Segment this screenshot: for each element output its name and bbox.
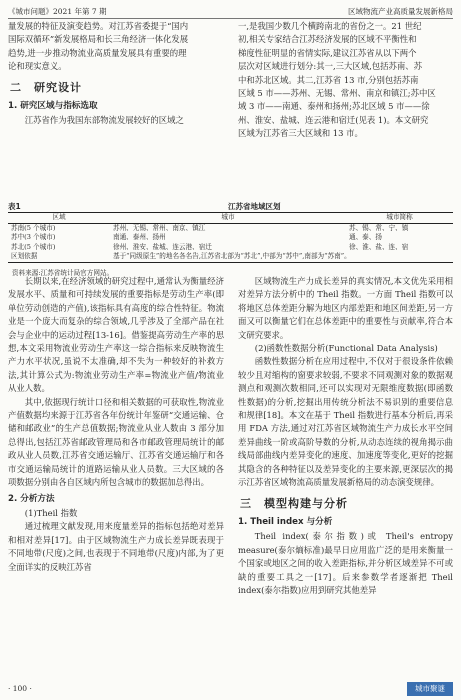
- table-cell: 区划依据: [8, 252, 110, 262]
- table-source-note: 资料来源:江苏省统计局官方网站。: [12, 268, 114, 277]
- column-header: 城市: [110, 213, 346, 224]
- section-heading: 三 模型构建与分析: [240, 496, 348, 510]
- table-title: 江苏省地域区划: [228, 202, 281, 211]
- table-number: 表1: [8, 202, 21, 211]
- table-cell: 苏中(3 个城市): [11, 233, 56, 241]
- text-line: 中和苏北区域。其二,江苏省 13 市,分别包括苏南: [238, 74, 419, 85]
- table-header-row: [8, 213, 453, 224]
- text-line: 量发展的特征及演变趋势。对江苏省委提于“国内: [8, 21, 189, 31]
- paragraph: 长期以来,在经济领域的研究过程中,通常认为衡量经济发展水平、质量和可持续发展的重要指标是劳动生产率(即单位劳动创造的产值),该指标具有高度的综合性特征。物流业是一个庞大而复杂的综合领域,几乎涉及了全部产品在社会与企业中的运动过程[13-16]。借鉴提高劳动生产率的思想,本文采用物流业劳动生产率这一综合指标来反映物流生产力水平状况,虽说不太准确,却不失为一种较好的补救方法,其计算公式为:物流业劳动生产率=物流业产值/物流业从业人数。: [8, 276, 224, 394]
- paragraph: 函数性数据分析在应用过程中,不仅对于很设条件依赖较少且对缩构的窗要求较弱,不要求不同观测对象的数据观测点和观测次数相同,还可以实现对无限维度数据(即函数性数据)的分析,挖掘出用传统分析法不易识别的重要信息和规律[18]。本文在基于 Theil 指数进行基本分析后,再采用 FDA 方法,通过对江苏省区域物流生产力成长水平空间差异曲线一阶或高阶导数的分析,从动态连续的视角揭示曲线局部曲线内差异变化的速度、加速度等变化,更好的挖掘其隐含的各种特征以及差异变化的主要来源,更深层次的揭示江苏省区域物流高质量发展新格局的动态演变规律。: [238, 356, 453, 488]
- text-line: 域 3 市——南通、泰州和扬州;苏北区域 5 市——徐: [238, 101, 430, 112]
- table-cell: 基于“同级原生”的地名各名告,江苏省北部为“苏北”,中部为“苏中”,南部为“苏南”。: [110, 252, 453, 262]
- subsection-heading: 2. 分析方法: [8, 493, 55, 504]
- text-line: 江苏省作为我国东部物流发展较好的区域之: [24, 115, 184, 126]
- text-line: 州、淮安、盐城、连云港和宿迁(见表 1)。本文研究: [238, 114, 429, 125]
- table-row: [8, 252, 453, 262]
- table-cell: 苏南(5 个城市): [11, 223, 56, 232]
- item-heading: (1)Theil 指数: [24, 507, 78, 518]
- page-number: · 100 ·: [8, 684, 32, 693]
- text-line: 国际双循环”新发展格局和长三角经济一体化发展: [8, 34, 189, 45]
- journal-issue: 《城市问题》2021 年第 7 期: [8, 7, 107, 16]
- text-line: 一,是我国少数几个横跨南北的省份之一。21 世纪: [238, 21, 422, 31]
- column-header: 区域: [8, 213, 110, 224]
- paragraph: 区域物流生产力成长差异的真实情况,本文优先采用相对差异方法分析中的 Theil 指数。一方面 Theil 指数可以将地区总体差距分解为地区内部差距和地区间差距,另一方面又可以衡量它们在总体差距中的重要性与贡献率,符合本文研究要求。: [238, 276, 453, 340]
- item-heading: (2)函数性数据分析(Functional Data Analysis): [254, 343, 438, 354]
- table-row: [8, 223, 453, 233]
- bottom-left-column: [8, 275, 224, 574]
- subsection-heading: 1. Theil index 与分析: [238, 516, 333, 527]
- section-heading: 二 研究设计: [10, 80, 82, 94]
- paragraph: 通过梳理文献发现,用来度量差异的指标包括绝对差异和相对差异[17]。由于区域物流生产力成长差异既表现于不同地带(尺度)之间,也表现于不同地带(尺度)内部,为了更全面详实的反映江苏省: [8, 521, 224, 572]
- data-table: [8, 212, 453, 263]
- top-right-column: [238, 20, 453, 141]
- text-line: 区域为江苏省三大区域和 13 市。: [238, 128, 363, 139]
- region-table: [8, 201, 453, 277]
- table-row: [8, 233, 453, 243]
- text-line: 层次对区域进行划分:其一,三大区域,包括苏南、苏: [238, 61, 423, 72]
- journal-brand: 城市聚谜: [407, 682, 453, 696]
- table-cell: 徐、淮、盐、连、宿: [349, 242, 409, 251]
- paragraph: Theil index(泰尔指数)或 Theil's entropy measure(泰尔熵标准)最早日应用监广泛的是用来衡量一个国家或地区之间的收入差距指标,并分析区域差异不可或缺的重要工具之一[17]。后来参数学者逐渐把 Theil index(泰尔指数)应用到研究其他差异: [238, 531, 453, 595]
- page-footer: [8, 682, 453, 696]
- table-caption: [8, 201, 453, 212]
- table-cell: 苏、锡、常、宁、镇: [349, 223, 409, 232]
- table-cell: 徐州、淮安、盐城、连云港、宿迁: [113, 242, 212, 251]
- bottom-right-column: [238, 275, 453, 597]
- table-cell: 苏北(5 个城市): [11, 242, 56, 251]
- table-cell: 苏州、无锡、常州、南京、镇江: [113, 223, 206, 232]
- article-running-title: 区域物流产业高质量发展新格局: [348, 7, 453, 16]
- top-left-column: [8, 20, 224, 128]
- text-line: 论和现实意义。: [8, 61, 67, 72]
- text-line: 梯度性征明显的省情实际,建议江苏省从以下两个: [238, 47, 417, 58]
- text-line: 区域 5 市——苏州、无锡、常州、南京和镇江;苏中区: [238, 88, 436, 99]
- table-cell: 通、泰、扬: [349, 233, 382, 241]
- paragraph: 其中,依据现行统计口径和相关数据的可获取性,物流业产值数据均来源于江苏省各年份统计年鉴研“交通运输、仓储和邮政业”的生产总值数据;物流业从业人数由 3 部分加总得出,包括江苏省邮政管理局和各市邮政管理局统计的邮政从业人员数,江苏省交通运输厅、江苏省交通运输厅和各市交通运输局统计的道路运输从业人员数。三大区域的各项数据分别由各自区域内所包含城市的数据加总得出。: [8, 396, 224, 488]
- table-row: [8, 243, 453, 253]
- table-cell: 南通、泰州、扬州: [113, 233, 166, 241]
- column-header: 城市简称: [346, 213, 453, 224]
- running-header: [8, 6, 453, 19]
- text-line: 初,相关专家结合江苏经济发展的区域不平衡性和: [238, 34, 417, 45]
- text-line: 趋势,进一步推动物流业高质量发展具有重要的理: [8, 47, 187, 58]
- subsection-heading: 1. 研究区域与指标选取: [8, 101, 98, 112]
